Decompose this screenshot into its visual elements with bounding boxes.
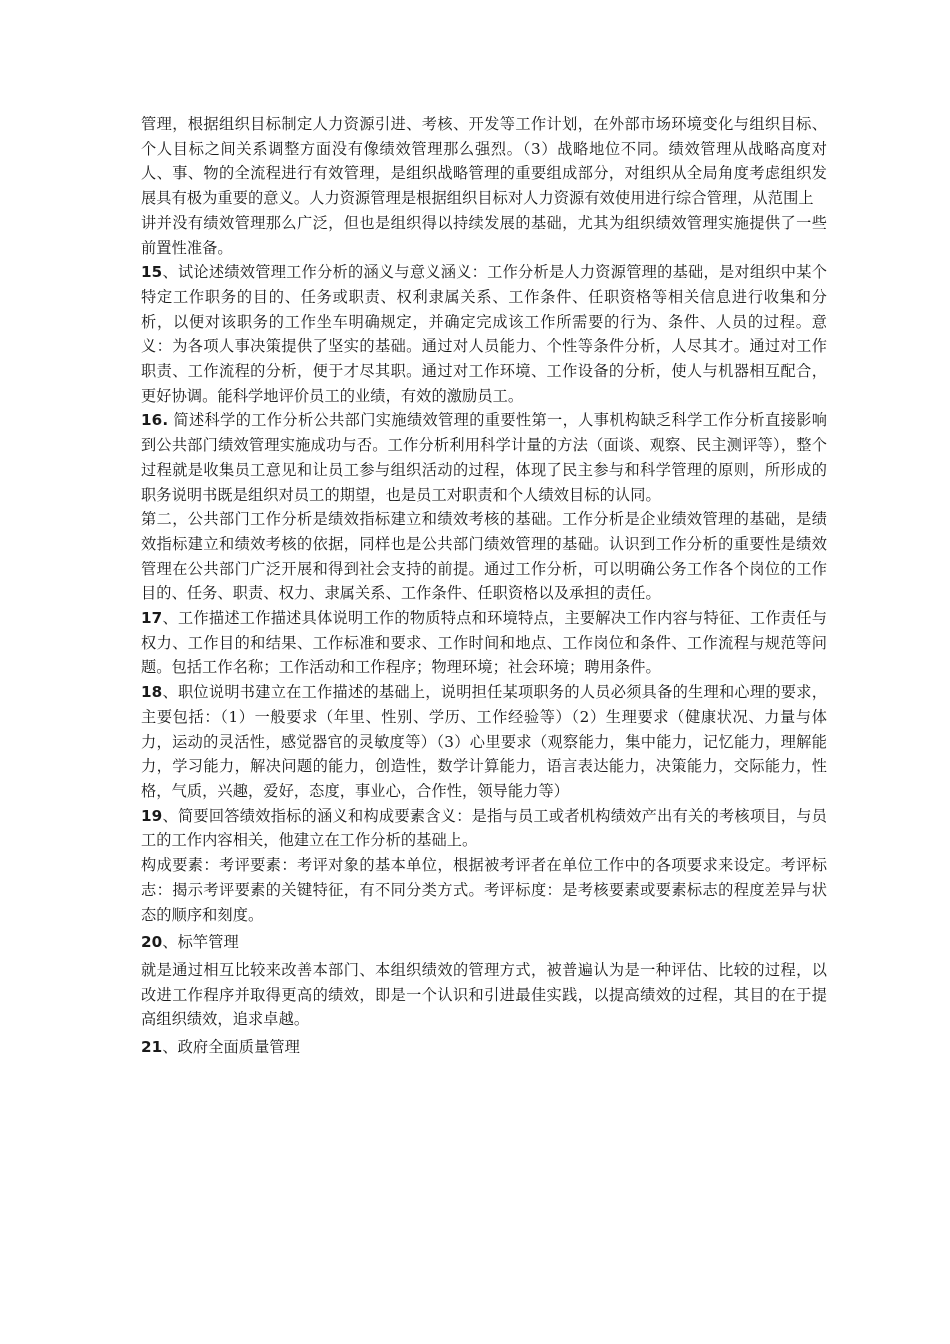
paragraph-text: 讲并没有绩效管理那么广泛，但也是组织得以持续发展的基础，尤其为组织绩效管理实施提供了一些前置性准备。 [141,213,827,257]
paragraph [141,211,827,260]
paragraph-text: 、工作描述工作描述具体说明工作的物质特点和环境特点，主要解决工作内容与特征、工作责任与权力、工作目的和结果、工作标准和要求、工作时间和地点、工作岗位和条件、工作流程与规范等问题。包括工作名称；工作活动和工作程序；物理环境；社会环境；聘用条件。 [141,609,827,677]
paragraph-text: 第二，公共部门工作分析是绩效指标建立和绩效考核的基础。工作分析是企业绩效管理的基础，是绩效指标建立和绩效考核的依据，同样也是公共部门绩效管理的基础。认识到工作分析的重要性是绩效管理在公共部门广泛开展和得到社会支持的前提。通过工作分析，可以明确公务工作各个岗位的工作目的、任务、职责、权力、隶属关系、工作条件、任职资格以及承担的责任。 [141,510,827,603]
paragraph [141,1035,827,1060]
item-number: 20 [141,933,163,952]
paragraph [141,958,827,1032]
item-number: 18 [141,683,163,702]
document-page [141,112,827,1060]
paragraph-text: 构成要素：考评要素：考评对象的基本单位，根据被考评者在单位工作中的各项要求来设定。考评标志：揭示考评要素的关键特征，有不同分类方式。考评标度：是考核要素或要素标志的程度差异与状态的顺序和刻度。 [141,856,827,924]
paragraph-text: 简述科学的工作分析公共部门实施绩效管理的重要性第一，人事机构缺乏科学工作分析直接影响到公共部门绩效管理实施成功与否。工作分析利用科学计量的方法（面谈、观察、民主测评等），整个过程就是收集员工意见和让员工参与组织活动的过程，体现了民主参与和科学管理的原则，所形成的职务说明书既是组织对员工的期望，也是员工对职责和个人绩效目标的认同。 [141,411,827,504]
paragraph [141,408,827,507]
paragraph-text: 、试论述绩效管理工作分析的涵义与意义涵义：工作分析是人力资源管理的基础，是对组织中某个特定工作职务的目的、任务或职责、权利隶属关系、工作条件、任职资格等相关信息进行收集和分析，以便对该职务的工作坐车明确规定，并确定完成该工作所需要的行为、条件、人员的过程。意义：为各项人事决策提供了坚实的基础。通过对人员能力、个性等条件分析，人尽其才。通过对工作职责、工作流程的分析，便于才尽其职。通过对工作环境、工作设备的分析，使人与机器相互配合，更好协调。能科学地评价员工的业绩，有效的激励员工。 [141,263,827,405]
paragraph-text: 就是通过相互比较来改善本部门、本组织绩效的管理方式，被普遍认为是一种评估、比较的过程，以改进工作程序并取得更高的绩效，即是一个认识和引进最佳实践，以提高绩效的过程，其目的在于提高组织绩效，追求卓越。 [141,960,827,1029]
paragraph [141,112,827,211]
paragraph [141,680,827,804]
item-number: 16. [141,411,169,430]
paragraph [141,606,827,680]
paragraph-text: 、标竿管理 [162,933,239,952]
paragraph-text: 、职位说明书建立在工作描述的基础上，说明担任某项职务的人员必须具备的生理和心理的要求，主要包括：（1）一般要求（年里、性别、学历、工作经验等）（2）生理要求（健康状况、力量与体力，运动的灵活性，感觉器官的灵敏度等）（3）心里要求（观察能力，集中能力，记忆能力，理解能力，学习能力，解决问题的能力，创造性，数学计算能力，语言表达能力，决策能力，交际能力，性格，气质，兴趣，爱好，态度，事业心，合作性，领导能力等） [141,683,827,800]
paragraph-text: 、简要回答绩效指标的涵义和构成要素含义：是指与员工或者机构绩效产出有关的考核项目，与员工的工作内容相关，他建立在工作分析的基础上。 [141,806,827,850]
item-number: 19 [141,806,163,825]
item-number: 21 [141,1038,163,1057]
paragraph [141,930,827,955]
paragraph [141,804,827,853]
item-number: 17 [141,609,163,628]
paragraph [141,507,827,606]
item-number: 15 [141,263,163,282]
paragraph [141,260,827,408]
paragraph [141,853,827,927]
paragraph-text: 、政府全面质量管理 [162,1038,300,1057]
paragraph-text: 管理，根据组织目标制定人力资源引进、考核、开发等工作计划，在外部市场环境变化与组织目标、个人目标之间关系调整方面没有像绩效管理那么强烈。（3）战略地位不同。绩效管理从战略高度对人、事、物的全流程进行有效管理，是组织战略管理的重要组成部分，对组织从全局角度考虑组织发展具有极为重要的意义。人力资源管理是根据组织目标对人力资源有效使用进行综合管理，从范围上 [141,115,827,208]
